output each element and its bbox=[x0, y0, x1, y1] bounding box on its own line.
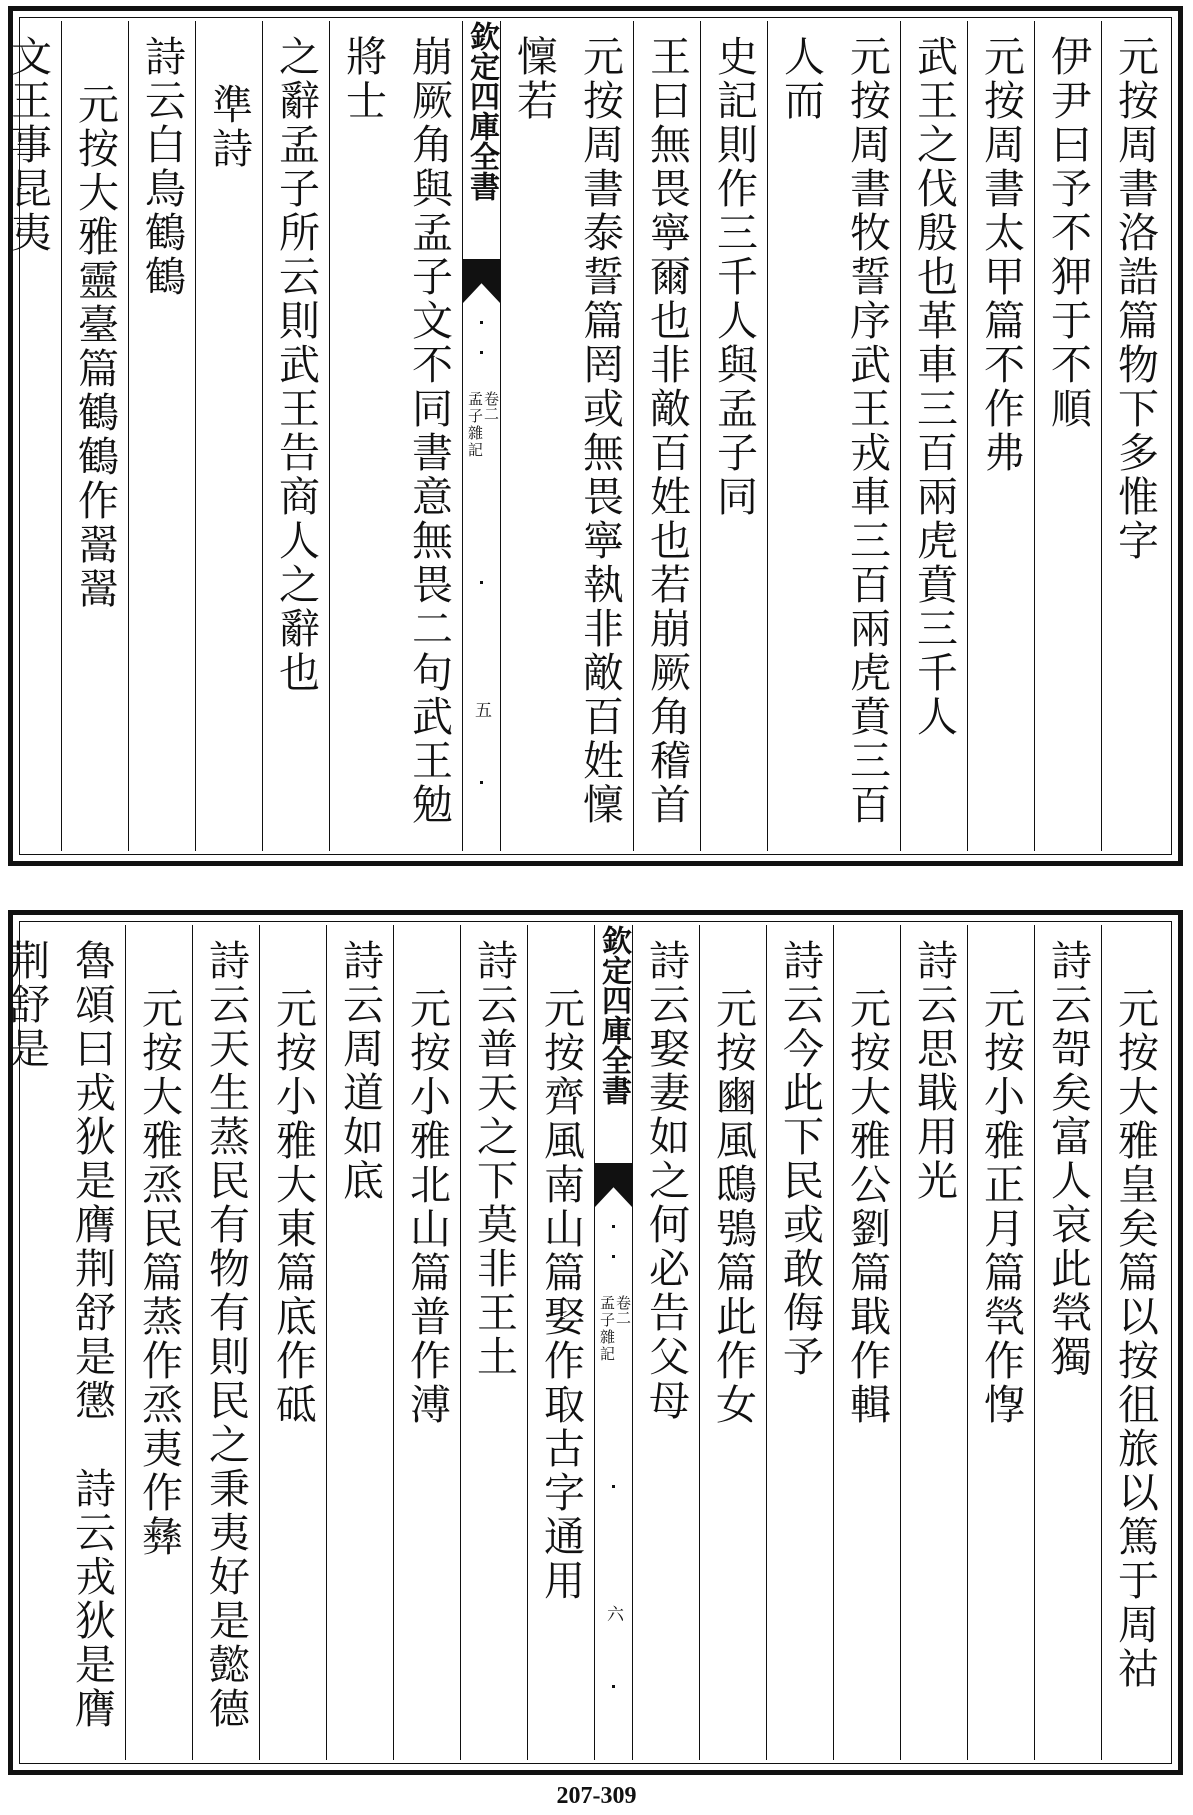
fold-dot bbox=[612, 1255, 615, 1258]
leaf-number: 六 bbox=[603, 1605, 623, 1622]
fold-dot bbox=[612, 1485, 615, 1488]
fold-dot bbox=[480, 351, 483, 354]
volume-label: 卷二 bbox=[614, 1295, 632, 1325]
text-column: 元按小雅北山篇普作溥 bbox=[393, 925, 460, 1760]
scan-page-top bbox=[4, 6, 1183, 866]
center-fold-margin bbox=[462, 21, 500, 851]
fishtail-mark bbox=[595, 1163, 632, 1207]
text-column: 詩云白鳥鶴鶴 bbox=[128, 21, 195, 851]
text-column: 元按齊風南山篇娶作取古字通用 bbox=[527, 925, 594, 1760]
text-column: 詩云娶妻如之何必告父母 bbox=[632, 925, 699, 1760]
leaf-number: 五 bbox=[471, 701, 491, 718]
text-column: 詩云哿矣富人哀此煢獨 bbox=[1034, 925, 1101, 1760]
collection-title: 欽定四庫全書 bbox=[596, 925, 631, 1105]
text-column: 元按大雅皇矣篇以按徂旅以篤于周祜 bbox=[1101, 925, 1168, 1760]
text-column: 元按周書泰誓篇罔或無畏寧執非敵百姓懍懍若 bbox=[500, 21, 633, 851]
text-column: 詩云思戢用光 bbox=[900, 925, 967, 1760]
text-column: 王曰無畏寧爾也非敵百姓也若崩厥角稽首 bbox=[633, 21, 700, 851]
book-title: 孟子雜記 bbox=[466, 391, 484, 459]
fishtail-mark bbox=[463, 259, 500, 303]
text-column: 文王事昆夷 bbox=[0, 21, 61, 851]
text-column: 元按小雅大東篇底作砥 bbox=[259, 925, 326, 1760]
text-column: 之辭孟子所云則武王告商人之辭也 bbox=[262, 21, 329, 851]
text-column: 詩云天生蒸民有物有則民之秉夷好是懿德 bbox=[192, 925, 259, 1760]
text-column: 武王之伐殷也革車三百兩虎賁三千人 bbox=[900, 21, 967, 851]
section-heading: 準詩 bbox=[195, 21, 262, 851]
fold-dot bbox=[612, 1685, 615, 1688]
scan-page-bottom bbox=[2, 910, 1183, 1775]
text-column: 元按大雅靈臺篇鶴鶴作翯翯 bbox=[61, 21, 128, 851]
fold-dot bbox=[612, 1225, 615, 1228]
text-column: 元按周書洛誥篇物下多惟字 bbox=[1101, 21, 1168, 851]
fold-dot bbox=[480, 781, 483, 784]
text-column: 伊尹曰予不狎于不順 bbox=[1034, 21, 1101, 851]
text-column: 崩厥角與孟子文不同書意無畏二句武王勉將士 bbox=[329, 21, 462, 851]
text-column: 元按大雅公劉篇戢作輯 bbox=[833, 925, 900, 1760]
text-column: 元按大雅烝民篇蒸作烝夷作彝 bbox=[125, 925, 192, 1760]
collection-title: 欽定四庫全書 bbox=[464, 21, 499, 201]
text-column: 元按周書牧誓序武王戎車三百兩虎賁三百人而 bbox=[767, 21, 900, 851]
text-columns bbox=[4, 21, 1168, 851]
text-column: 元按周書太甲篇不作弗 bbox=[967, 21, 1034, 851]
text-columns bbox=[2, 925, 1168, 1760]
center-fold-margin bbox=[594, 925, 632, 1760]
text-column: 詩云周道如底 bbox=[326, 925, 393, 1760]
fold-dot bbox=[480, 321, 483, 324]
volume-label: 卷二 bbox=[482, 391, 500, 421]
text-column: 詩云普天之下莫非王土 bbox=[460, 925, 527, 1760]
book-title: 孟子雜記 bbox=[598, 1295, 616, 1363]
fold-dot bbox=[480, 581, 483, 584]
text-column: 元按小雅正月篇煢作惸 bbox=[967, 925, 1034, 1760]
page-code: 207-309 bbox=[556, 1783, 637, 1809]
text-column: 元按豳風鴟鴞篇此作女 bbox=[699, 925, 766, 1760]
text-column: 詩云今此下民或敢侮予 bbox=[766, 925, 833, 1760]
text-column: 史記則作三千人與孟子同 bbox=[700, 21, 767, 851]
text-column: 魯頌曰戎狄是膺荆舒是懲 詩云戎狄是膺荆舒是 bbox=[2, 939, 116, 1731]
